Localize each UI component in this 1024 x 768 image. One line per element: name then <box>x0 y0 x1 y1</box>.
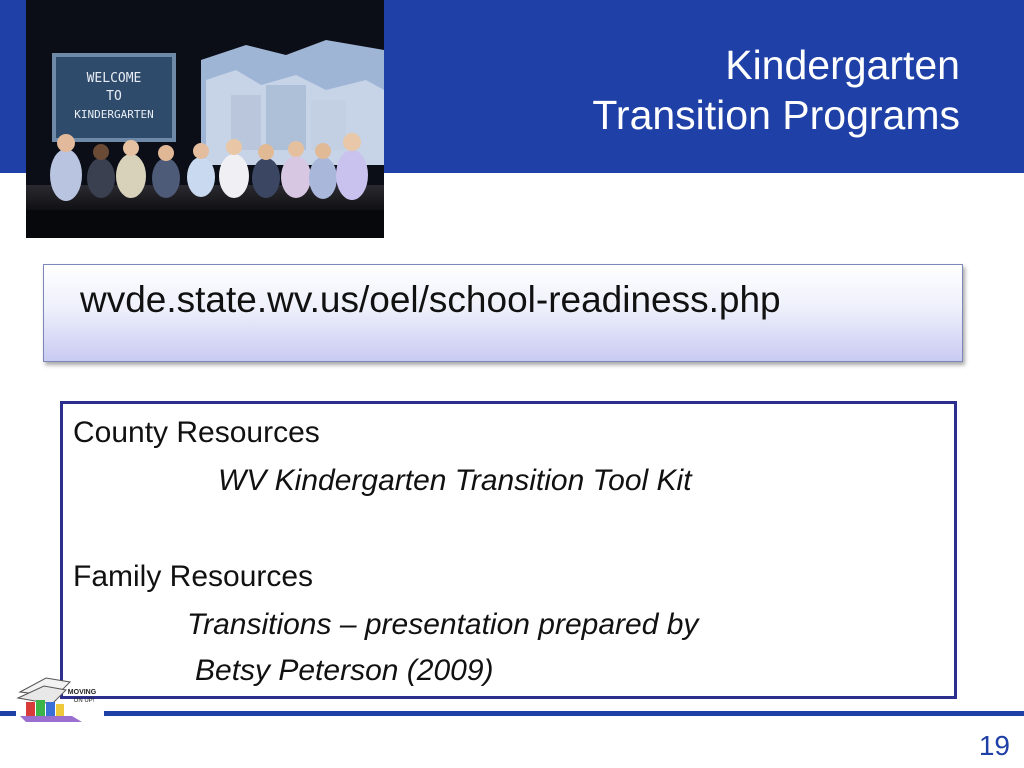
sign-text-to: TO <box>106 89 122 104</box>
family-resources-item-line-1: Transitions – presentation prepared by <box>187 608 699 641</box>
county-resources-item: WV Kindergarten Transition Tool Kit <box>218 464 692 497</box>
footer-rule <box>104 711 1024 716</box>
title-line-1: Kindergarten <box>725 42 960 88</box>
page-number: 19 <box>978 730 1010 761</box>
url-box <box>43 264 963 362</box>
slide-title <box>400 40 960 140</box>
logo-text-on-up: ON UP! <box>73 698 95 704</box>
sign-text-kindergarten: KINDERGARTEN <box>74 108 154 121</box>
kindergarten-photo <box>26 0 384 238</box>
stage-scene <box>26 0 384 238</box>
family-resources-item-line-2: Betsy Peterson (2009) <box>195 654 494 687</box>
resources-box <box>60 401 957 699</box>
family-resources-heading: Family Resources <box>73 560 314 593</box>
sign-text-welcome: WELCOME <box>86 71 142 86</box>
county-resources-heading: County Resources <box>73 416 320 449</box>
logo-text-moving: MOVING <box>67 689 97 696</box>
title-line-2: Transition Programs <box>592 92 960 138</box>
footer-rule-left <box>0 711 16 716</box>
school-readiness-url[interactable]: wvde.state.wv.us/oel/school-readiness.php <box>80 279 781 320</box>
moving-on-up-logo <box>16 672 100 726</box>
